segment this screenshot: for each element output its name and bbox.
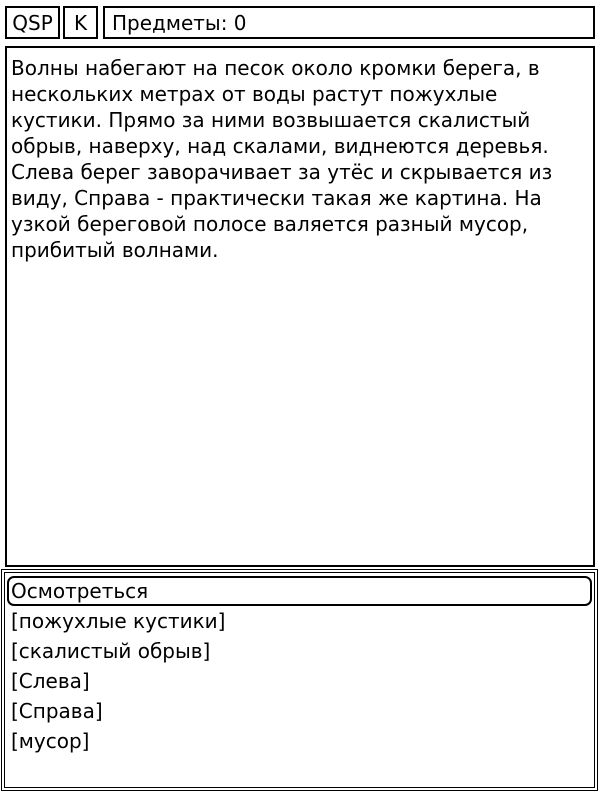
qsp-menu-button[interactable]: QSP xyxy=(5,6,60,39)
inventory-counter[interactable]: Предметы: 0 xyxy=(103,6,595,39)
action-trash[interactable]: [мусор] xyxy=(11,729,90,753)
scene-description: Волны набегают на песок около кромки берега, в нескольких метрах от воды растут пожухлые кустики. Прямо за ними возвышается скалистый обрыв, наверху, над скалами, виднеются деревья. Слева берег заворачивает за утёс и скрывается из виду, Справа - практически такая же картина. На узкой береговой полосе валяется разный мусор, прибитый волнами. xyxy=(11,56,553,262)
action-look-around[interactable]: Осмотреться xyxy=(7,576,592,606)
k-button[interactable]: K xyxy=(63,6,98,39)
actions-panel xyxy=(1,569,598,791)
scene-text-area xyxy=(5,46,595,567)
action-left[interactable]: [Слева] xyxy=(11,669,90,693)
action-right[interactable]: [Справа] xyxy=(11,699,103,723)
action-withered-bushes[interactable]: [пожухлые кустики] xyxy=(11,609,226,633)
action-rocky-cliff[interactable]: [скалистый обрыв] xyxy=(11,639,211,663)
actions-list xyxy=(4,572,595,788)
